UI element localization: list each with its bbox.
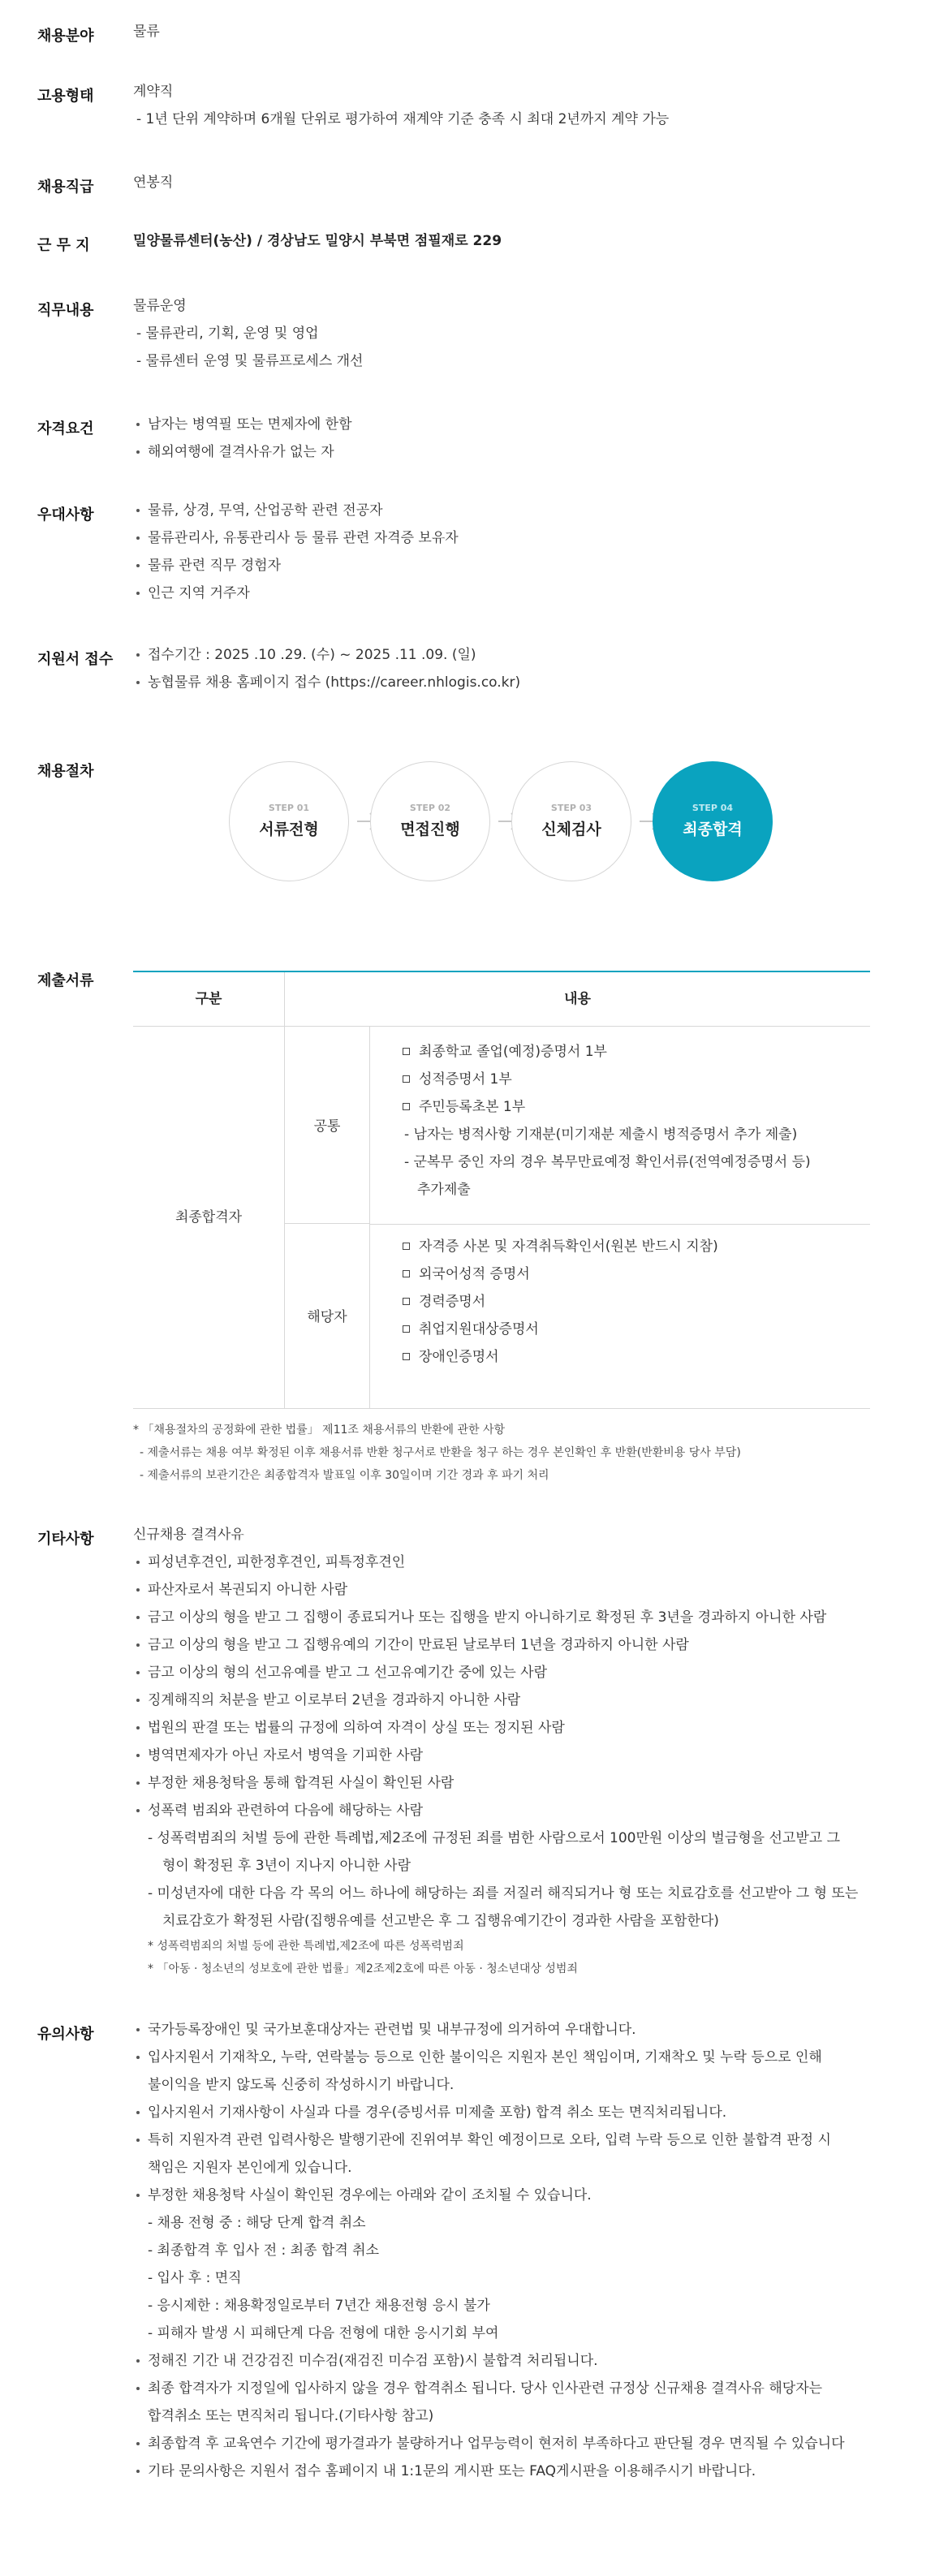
other-sub: 치료감호가 확정된 사람(집행유예를 선고받은 후 그 집행유예기간이 경과한 사람을 포함한다) bbox=[162, 1913, 719, 1929]
preference-item: 물류, 상경, 무역, 산업공학 관련 전공자 bbox=[133, 497, 912, 524]
footnote: - 제출서류의 보관기간은 최종합격자 발표일 이후 30일이며 기간 경과 후 파기 처리 bbox=[140, 1469, 549, 1482]
step-number: STEP 02 bbox=[409, 803, 451, 813]
caution-line: 국가등록장애인 및 국가보훈대상자는 관련법 및 내부규정에 의거하여 우대합니다. bbox=[133, 2016, 912, 2044]
other-item: 금고 이상의 형을 받고 그 집행유예의 기간이 만료된 날로부터 1년을 경과하지 아니한 사람 bbox=[133, 1631, 912, 1659]
section-label: 우대사항 bbox=[37, 506, 94, 523]
qualification-item: 해외여행에 결격사유가 없는 자 bbox=[133, 438, 912, 466]
documents-table-body bbox=[133, 1027, 870, 1409]
process-step-1 bbox=[229, 761, 349, 881]
other-item: 부정한 채용청탁을 통해 합격된 사실이 확인된 사람 bbox=[133, 1769, 912, 1797]
process-step-4 bbox=[653, 761, 773, 881]
duty-line: 물류운영 bbox=[133, 298, 187, 314]
caution-line: 부정한 채용청탁 사실이 확인된 경우에는 아래와 같이 조치될 수 있습니다. bbox=[133, 2182, 912, 2209]
group-cell bbox=[133, 1027, 285, 1408]
common-cell bbox=[285, 1027, 370, 1224]
step-name: 최종합격 bbox=[683, 821, 743, 838]
row-divider bbox=[370, 1224, 870, 1225]
applicable-list bbox=[401, 1233, 718, 1371]
duty-line: - 물류관리, 기획, 운영 및 영업 bbox=[136, 325, 319, 342]
common-label: 공통 bbox=[313, 1118, 341, 1135]
caution-line: 합격취소 또는 면직처리 됩니다.(기타사항 참고) bbox=[148, 2408, 434, 2424]
step-name: 면접진행 bbox=[400, 821, 460, 838]
caution-line: 기타 문의사항은 지원서 접수 홈페이지 내 1:1문의 게시판 또는 FAQ게시판을 이용해주시기 바랍니다. bbox=[133, 2458, 912, 2485]
caution-line: - 응시제한 : 채용확정일로부터 7년간 채용전형 응시 불가 bbox=[148, 2298, 490, 2314]
employment-line: - 1년 단위 계약하며 6개월 단위로 평가하여 재계약 기준 충족 시 최대 2년까지 계약 가능 bbox=[136, 111, 670, 127]
section-label: 기타사항 bbox=[37, 1531, 94, 1548]
section-label: 지원서 접수 bbox=[37, 651, 114, 668]
list-item: 취업지원대상증명서 bbox=[401, 1316, 718, 1343]
list-item: 주민등록초본 1부 bbox=[401, 1093, 811, 1121]
other-note: * 성폭력범죄의 처벌 등에 관한 특례법,제2조에 따른 성폭력범죄 bbox=[148, 1940, 464, 1953]
footnote: - 제출서류는 채용 여부 확정된 이후 채용서류 반환 청구서로 반환을 청구 하는 경우 본인확인 후 반환(반환비용 당사 부담) bbox=[140, 1446, 741, 1459]
section-label: 직무내용 bbox=[37, 302, 94, 319]
caution-line: 불이익을 받지 않도록 신중히 작성하시기 바랍니다. bbox=[148, 2077, 455, 2093]
list-note: - 남자는 병적사항 기재분(미기재분 제출시 병적증명서 추가 제출) bbox=[404, 1126, 798, 1143]
caution-line: - 채용 전형 중 : 해당 단계 합격 취소 bbox=[148, 2215, 366, 2231]
step-number: STEP 03 bbox=[550, 803, 592, 813]
footnote: * 「채용절차의 공정화에 관한 법률」 제11조 채용서류의 반환에 관한 사항 bbox=[133, 1424, 506, 1437]
caution-line: 책임은 지원자 본인에게 있습니다. bbox=[148, 2160, 352, 2176]
list-item: 외국어성적 증명서 bbox=[401, 1260, 718, 1288]
list-item: 경력증명서 bbox=[401, 1288, 718, 1316]
step-number: STEP 04 bbox=[692, 803, 734, 813]
section-label: 채용분야 bbox=[37, 28, 94, 45]
applicable-label: 해당자 bbox=[307, 1309, 347, 1325]
step-name: 서류전형 bbox=[259, 821, 319, 838]
other-item: 금고 이상의 형을 받고 그 집행이 종료되거나 또는 집행을 받지 아니하기로 확정된 후 3년을 경과하지 아니한 사람 bbox=[133, 1604, 912, 1631]
preference-item: 물류 관련 직무 경험자 bbox=[133, 552, 912, 579]
section-label: 제출서류 bbox=[37, 972, 94, 989]
section-label: 근 무 지 bbox=[37, 237, 90, 254]
employment-line: 계약직 bbox=[133, 84, 174, 100]
caution-line: - 피해자 발생 시 피해단계 다음 전형에 대한 응시기회 부여 bbox=[148, 2325, 499, 2341]
caution-line: 특히 지원자격 관련 입력사항은 발행기관에 진위여부 확인 예정이므로 오타, 입력 누락 등으로 인한 불합격 판정 시 bbox=[133, 2126, 912, 2154]
duty-line: - 물류센터 운영 및 물류프로세스 개선 bbox=[136, 353, 364, 369]
common-list bbox=[401, 1038, 811, 1204]
caution-list bbox=[133, 2016, 912, 2485]
step-number: STEP 01 bbox=[268, 803, 310, 813]
other-item: 금고 이상의 형의 선고유예를 받고 그 선고유예기간 중에 있는 사람 bbox=[133, 1659, 912, 1686]
other-sub: 형이 확정된 후 3년이 지나지 아니한 사람 bbox=[162, 1858, 411, 1874]
list-item: 자격증 사본 및 자격취득확인서(원본 반드시 지참) bbox=[401, 1233, 718, 1260]
apply-period: 접수기간 : 2025 .10 .29. (수) ~ 2025 .11 .09. (일) bbox=[133, 641, 912, 669]
apply-homepage[interactable]: 농협물류 채용 홈페이지 접수 (https://career.nhlogis.co.kr) bbox=[133, 669, 912, 696]
header-content: 내용 bbox=[564, 991, 591, 1007]
caution-line: 정해진 기간 내 건강검진 미수검(재검진 미수검 포함)시 불합격 처리됩니다. bbox=[133, 2347, 912, 2375]
grade-value: 연봉직 bbox=[133, 174, 174, 191]
caution-line: 최종 합격자가 지정일에 입사하지 않을 경우 합격취소 됩니다. 당사 인사관련 규정상 신규채용 결격사유 해당자는 bbox=[133, 2375, 912, 2402]
preference-item: 물류관리사, 유통관리사 등 물류 관련 자격증 보유자 bbox=[133, 524, 912, 552]
caution-line: - 최종합격 후 입사 전 : 최종 합격 취소 bbox=[148, 2242, 379, 2259]
header-category: 구분 bbox=[133, 972, 285, 1026]
caution-line: 최종합격 후 교육연수 기간에 평가결과가 불량하거나 업무능력이 현저히 부족하다고 판단될 경우 면직될 수 있습니다 bbox=[133, 2430, 912, 2458]
other-title: 신규채용 결격사유 bbox=[133, 1527, 244, 1543]
other-sub: - 성폭력범죄의 처벌 등에 관한 특례법,제2조에 규정된 죄를 범한 사람으로서 100만원 이상의 벌금형을 선고받고 그 bbox=[148, 1830, 841, 1846]
process-step-2 bbox=[370, 761, 490, 881]
group-label: 최종합격자 bbox=[175, 1209, 243, 1226]
section-label: 고용형태 bbox=[37, 88, 94, 105]
other-note: * 「아동 · 청소년의 성보호에 관한 법률」제2조제2호에 따른 아동 · 청소년대상 성범죄 bbox=[148, 1962, 578, 1975]
list-item: 장애인증명서 bbox=[401, 1343, 718, 1371]
other-item: 파산자로서 복권되지 아니한 사람 bbox=[133, 1576, 912, 1604]
applicable-cell bbox=[285, 1224, 370, 1408]
section-label: 채용절차 bbox=[37, 763, 94, 780]
qualification-item: 남자는 병역필 또는 면제자에 한함 bbox=[133, 411, 912, 438]
section-label: 채용직급 bbox=[37, 179, 94, 196]
other-item: 징계해직의 처분을 받고 이로부터 2년을 경과하지 아니한 사람 bbox=[133, 1686, 912, 1714]
process-step-3 bbox=[511, 761, 631, 881]
location-value: 밀양물류센터(농산) / 경상남도 밀양시 부북면 점필재로 229 bbox=[133, 233, 502, 249]
list-item: 최종학교 졸업(예정)증명서 1부 bbox=[401, 1038, 811, 1066]
other-item: 법원의 판결 또는 법률의 규정에 의하여 자격이 상실 또는 정지된 사람 bbox=[133, 1714, 912, 1742]
section-label: 유의사항 bbox=[37, 2026, 94, 2043]
documents-table-header bbox=[133, 972, 870, 1027]
list-item: 성적증명서 1부 bbox=[401, 1066, 811, 1093]
step-name: 신체검사 bbox=[541, 821, 601, 838]
list-note: - 군복무 중인 자의 경우 복무만료예정 확인서류(전역예정증명서 등) bbox=[404, 1154, 811, 1170]
other-item: 병역면제자가 아닌 자로서 병역을 기피한 사람 bbox=[133, 1742, 912, 1769]
caution-line: 입사지원서 기재착오, 누락, 연락불능 등으로 인한 불이익은 지원자 본인 책임이며, 기재착오 및 누락 등으로 인해 bbox=[133, 2044, 912, 2071]
caution-line: 입사지원서 기재사항이 사실과 다를 경우(증빙서류 미제출 포함) 합격 취소 또는 면직처리됩니다. bbox=[133, 2099, 912, 2126]
field-value: 물류 bbox=[133, 24, 160, 40]
list-note: 추가제출 bbox=[417, 1182, 471, 1198]
documents-footnotes bbox=[133, 1419, 912, 1487]
process-steps bbox=[229, 761, 781, 883]
preference-item: 인근 지역 거주자 bbox=[133, 579, 912, 607]
caution-line: - 입사 후 : 면직 bbox=[148, 2270, 242, 2286]
other-item: 피성년후견인, 피한정후견인, 피특정후견인 bbox=[133, 1549, 912, 1576]
other-item: 성폭력 범죄와 관련하여 다음에 해당하는 사람 bbox=[133, 1797, 912, 1824]
other-sub: - 미성년자에 대한 다음 각 목의 어느 하나에 해당하는 죄를 저질러 해직되거나 형 또는 치료감호를 선고받아 그 형 또는 bbox=[148, 1885, 859, 1902]
section-label: 자격요건 bbox=[37, 420, 94, 437]
